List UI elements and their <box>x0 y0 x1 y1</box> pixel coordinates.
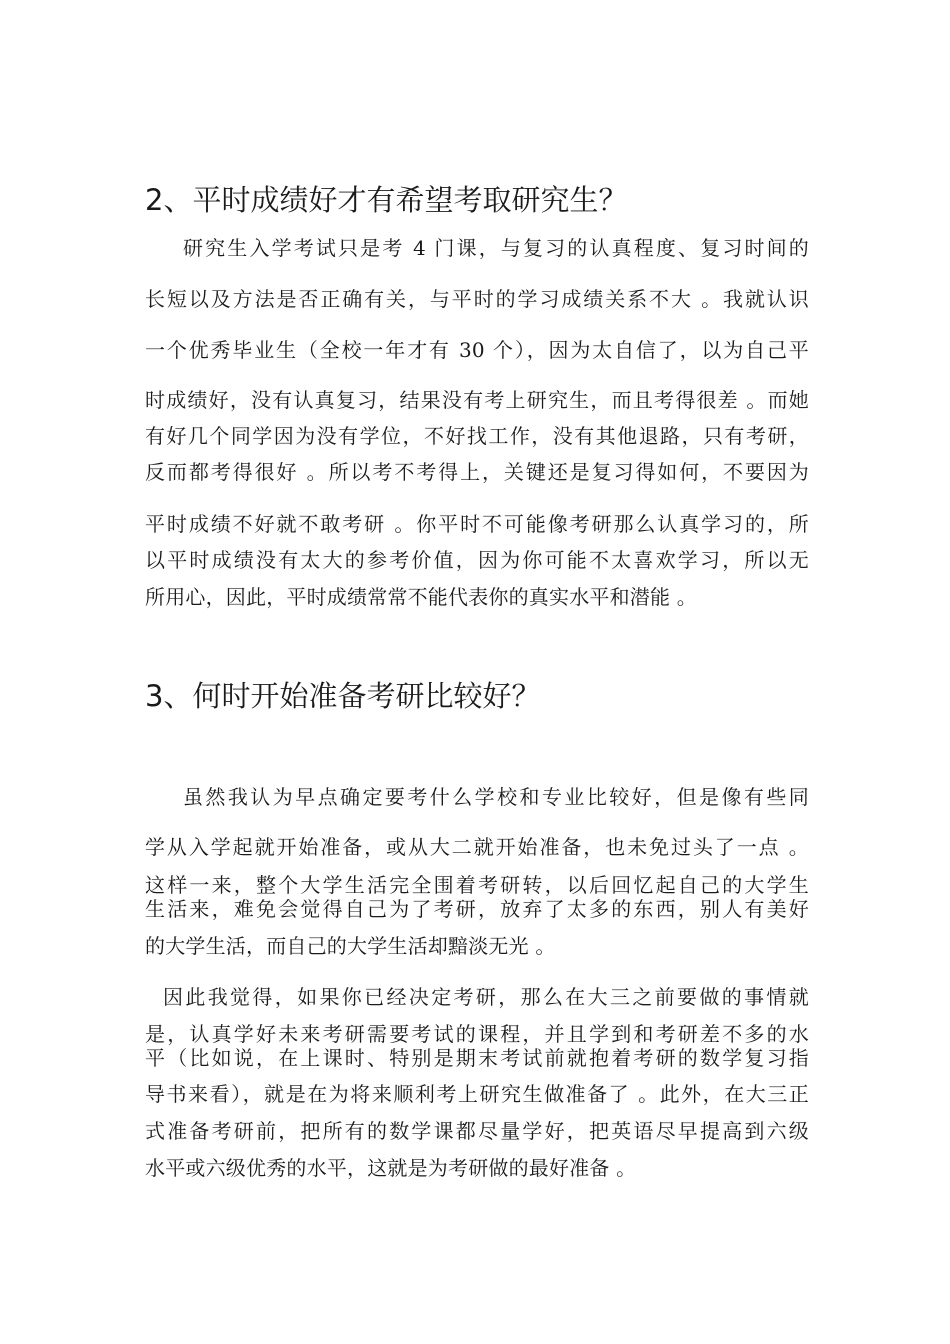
section-3-para-1-line-3: 这样一来，整个大学生活完全围着考研转，以后回忆起自己的大学生 <box>145 873 809 897</box>
section-3-para-1-line-1: 虽然我认为早点确定要考什么学校和专业比较好，但是像有些同 <box>183 785 809 809</box>
section-2-line-1: 研究生入学考试只是考 4 门课，与复习的认真程度、复习时间的 <box>183 236 809 260</box>
section-3-para-1-line-5: 的大学生活，而自己的大学生活却黯淡无光 。 <box>145 934 556 958</box>
section-3-para-2-line-5: 式准备考研前，把所有的数学课都尽量学好，把英语尽早提高到六级 <box>145 1119 809 1143</box>
section-3-para-2-line-1: 因此我觉得，如果你已经决定考研，那么在大三之前要做的事情就 <box>163 985 809 1009</box>
section-3-para-2-line-2: 是，认真学好未来考研需要考试的课程，并且学到和考研差不多的水 <box>145 1022 809 1046</box>
section-3-para-2-line-6: 水平或六级优秀的水平，这就是为考研做的最好准备 。 <box>145 1156 637 1180</box>
section-2-line-8: 以平时成绩没有太大的参考价值，因为你可能不太喜欢学习，所以无 <box>145 548 809 572</box>
section-2-line-4: 时成绩好，没有认真复习，结果没有考上研究生，而且考得很差 。而她 <box>145 388 809 412</box>
section-2-line-6: 反而都考得很好 。所以考不考得上，关键还是复习得如何，不要因为 <box>145 460 809 484</box>
section-3-para-2-line-4: 导书来看），就是在为将来顺利考上研究生做准备了 。此外，在大三正 <box>145 1082 809 1106</box>
section-2-line-7: 平时成绩不好就不敢考研 。你平时不可能像考研那么认真学习的，所 <box>145 512 809 536</box>
section-3-para-1-line-2: 学从入学起就开始准备，或从大二就开始准备，也未免过头了一点 。 <box>145 835 809 859</box>
section-2-line-9: 所用心，因此，平时成绩常常不能代表你的真实水平和潜能 。 <box>145 585 697 609</box>
section-3-para-1-line-4: 生活来，难免会觉得自己为了考研，放弃了太多的东西，别人有美好 <box>145 897 809 921</box>
section-2-line-2: 长短以及方法是否正确有关，与平时的学习成绩关系不大 。我就认识 <box>145 287 809 311</box>
section-2-line-3: 一个优秀毕业生（全校一年才有 30 个），因为太自信了，以为自己平 <box>145 338 809 362</box>
section-3-heading: 3、何时开始准备考研比较好？ <box>145 679 541 713</box>
section-2-heading: 2、平时成绩好才有希望考取研究生？ <box>145 183 628 217</box>
section-3-para-2-line-3: 平（比如说，在上课时、特别是期末考试前就抱着考研的数学复习指 <box>145 1046 809 1070</box>
section-2-line-5: 有好几个同学因为没有学位，不好找工作，没有其他退路，只有考研， <box>145 424 809 448</box>
